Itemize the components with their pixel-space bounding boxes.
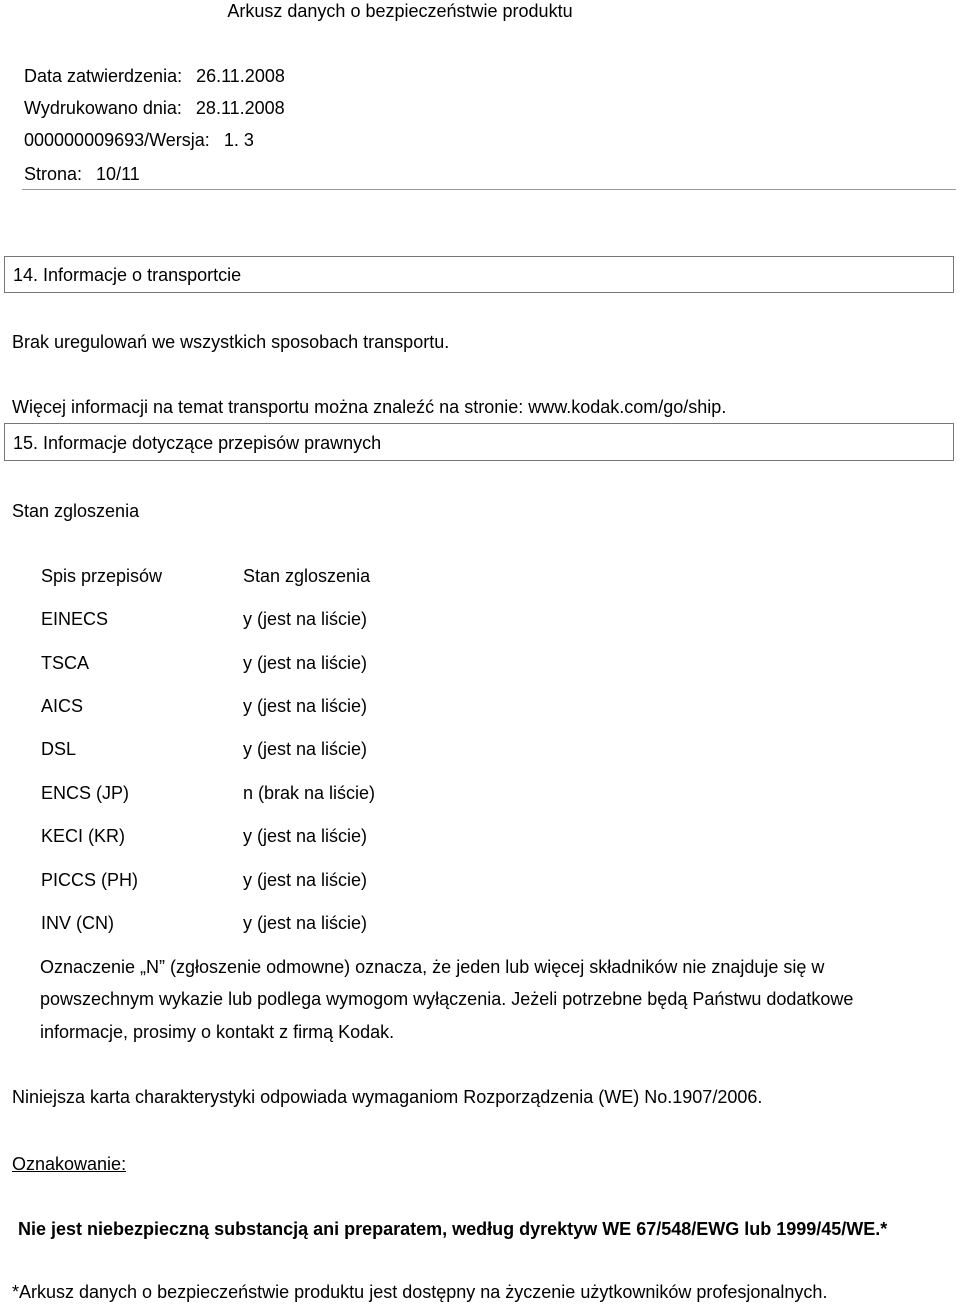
version-row [24, 131, 254, 149]
approval-date-row [24, 67, 285, 85]
transport-info-line2: Więcej informacji na temat transportu można znaleźć na stronie: www.kodak.com/go/ship. [12, 397, 727, 417]
status-cell: y (jest na liście) [243, 696, 368, 716]
page-number-label: Strona: [24, 164, 83, 184]
inventory-cell: PICCS (PH) [41, 870, 139, 890]
approval-date-label: Data zatwierdzenia: [24, 66, 183, 86]
printed-date-label: Wydrukowano dnia: [24, 98, 182, 118]
section-15-heading: 15. Informacje dotyczące przepisów prawnych [13, 433, 382, 453]
labelling-statement: Nie jest niebezpieczną substancją ani preparatem, według dyrektyw WE 67/548/EWG lub 1999/45/WE.* [18, 1219, 888, 1239]
status-cell: y (jest na liście) [243, 913, 368, 933]
inventory-column-header: Spis przepisów [41, 566, 163, 586]
inventory-cell: INV (CN) [41, 913, 114, 933]
inventory-cell: ENCS (JP) [41, 783, 130, 803]
status-cell: y (jest na liście) [243, 870, 368, 890]
header-divider [22, 189, 956, 190]
status-cell: y (jest na liście) [243, 739, 368, 759]
document-title: Arkusz danych o bezpieczeństwie produktu [227, 1, 573, 21]
inventory-cell: EINECS [41, 609, 109, 629]
version-label: 000000009693/Wersja: [24, 130, 210, 150]
regulation-compliance-text: Niniejsza karta charakterystyki odpowiada wymaganiom Rozporządzenia (WE) No.1907/2006. [12, 1087, 763, 1107]
footnote: *Arkusz danych o bezpieczeństwie produktu jest dostępny na życzenie użytkowników profesjonalnych. [12, 1282, 828, 1302]
note-line-1: Oznaczenie „N” (zgłoszenie odmowne) oznacza, że jeden lub więcej składników nie znajduje się w [40, 957, 825, 977]
note-line-2: powszechnym wykazie lub podlega wymogom wyłączenia. Jeżeli potrzebne będą Państwu dodatkowe [40, 989, 854, 1009]
status-cell: y (jest na liście) [243, 653, 368, 673]
transport-info-line1: Brak uregulowań we wszystkich sposobach transportu. [12, 332, 450, 352]
status-column-header: Stan zgloszenia [243, 566, 371, 586]
inventory-cell: DSL [41, 739, 77, 759]
printed-date-value: 28.11.2008 [195, 98, 285, 118]
page-number-row [24, 165, 140, 183]
note-line-3: informacje, prosimy o kontakt z firmą Kodak. [40, 1022, 395, 1042]
section-14-heading-box [4, 256, 954, 293]
inventory-cell: AICS [41, 696, 84, 716]
status-cell: y (jest na liście) [243, 826, 368, 846]
page-number-value: 10/11 [96, 164, 140, 184]
labelling-heading: Oznakowanie: [12, 1154, 127, 1174]
notification-status-subheading: Stan zgloszenia [12, 501, 140, 521]
inventory-cell: TSCA [41, 653, 90, 673]
printed-date-row [24, 99, 285, 117]
section-15-heading-box [4, 423, 954, 461]
section-14-heading: 14. Informacje o transportcie [13, 265, 242, 285]
status-cell: n (brak na liście) [243, 783, 376, 803]
status-cell: y (jest na liście) [243, 609, 368, 629]
inventory-cell: KECI (KR) [41, 826, 126, 846]
approval-date-value: 26.11.2008 [196, 66, 285, 86]
version-value: 1. 3 [223, 130, 254, 150]
